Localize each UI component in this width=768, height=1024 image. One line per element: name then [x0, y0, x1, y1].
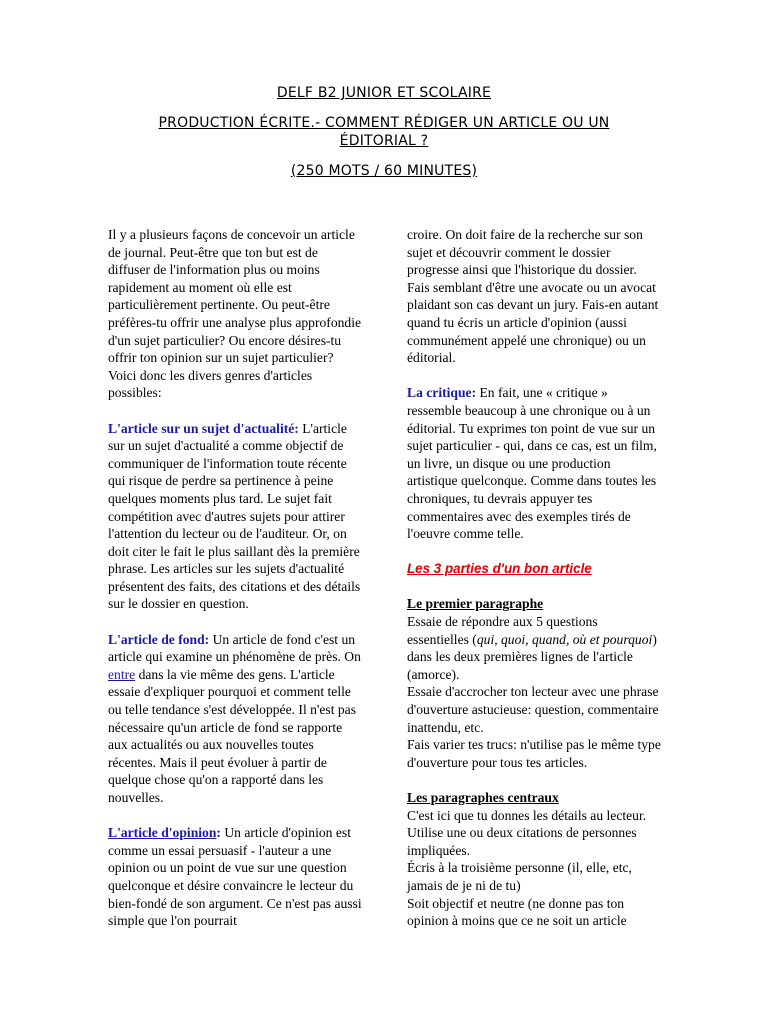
fond-paragraph — [108, 631, 363, 807]
fond-text-1: Un article de fond c'est un article qui examine un phénomène de près. On — [108, 631, 361, 665]
premier-item-2: Essaie d'accrocher ton lecteur avec une phrase d'ouverture astucieuse: question, commentaire inattendu, etc. — [407, 684, 659, 735]
document-subtitle-line-2: ÉDITORIAL ? — [339, 133, 429, 149]
opinion-heading-colon: : — [216, 825, 221, 841]
fond-heading: L'article de fond: — [108, 631, 210, 647]
premier-item-1c: ) dans les deux premières lignes de l'article (amorce). — [407, 631, 657, 682]
critique-heading: La critique: — [407, 385, 477, 401]
entre-link[interactable]: entre — [108, 666, 136, 682]
actualite-heading: L'article sur un sujet d'actualité: — [108, 420, 299, 436]
fond-text-2: dans la vie même des gens. L'article essaie d'expliquer pourquoi et comment telle ou telle tendance s'est développée. Il n'est pas nécessaire qu'un article de fond se rapporte aux actualités ou aux nouvelles toutes récentes. Mais il peut évoluer à partir de quelque chose qu'on a rapporté dans les nouvelles. — [108, 666, 356, 805]
actualite-paragraph — [108, 420, 363, 614]
parts-heading-text: Les 3 parties d'un bon article — [407, 561, 592, 577]
actualite-text: L'article sur un sujet d'actualité a comme objectif de communiquer de l'information toute récente qui risque de perdre sa pertinence à peine quelques moments plus tard. Le sujet fait compétition avec d'autres sujets pour attirer l'attention du lecteur ou de l'auditeur. Or, on doit citer le fait le plus saillant dès la première phrase. Les articles sur les sujets d'actualité présentent des faits, des citations et des détails sur le dossier en question. — [108, 420, 361, 612]
word-count-duration: (250 MOTS / 60 MINUTES) — [290, 163, 478, 179]
document-title: DELF B2 JUNIOR ET SCOLAIRE — [276, 85, 492, 101]
opinion-text: Un article d'opinion est comme un essai persuasif - l'auteur a une opinion ou un point de vue sur une question quelconque et désire convaincre le lecteur du bien-fondé de son argument. Ce n'est pas aussi simple que l'on pourrait — [108, 825, 362, 929]
centraux-item-3: Écris à la troisième personne (il, elle, etc, jamais de je ni de tu) — [407, 860, 632, 893]
centraux-item-1: C'est ici que tu donnes les détails au lecteur. — [407, 807, 647, 823]
intro-paragraph: Il y a plusieurs façons de concevoir un article de journal. Peut-être que ton but est de diffuser de l'information plus ou moins rapidement au moment où elle est particulièrement pertinente. Ou peut-être préfères-tu offrir une analyse plus approfondie d'un sujet particulier? Ou encore désires-tu offrir ton opinion sur un sujet particulier? Voici donc les divers genres d'articles possibles: — [108, 227, 362, 401]
premier-item-1a: Essaie de répondre aux 5 questions essentielles ( — [407, 614, 598, 647]
premier-heading: Le premier paragraphe — [407, 596, 544, 612]
opinion-paragraph — [108, 824, 363, 930]
left-column — [108, 226, 363, 947]
opinion-heading-link[interactable]: L'article d'opinion — [108, 825, 217, 841]
document-subtitle-line-1: PRODUCTION ÉCRITE.- COMMENT RÉDIGER UN ARTICLE OU UN — [158, 115, 610, 131]
centraux-item-2: Utilise une ou deux citations de personnes impliquées. — [407, 825, 637, 858]
premier-item-1 — [407, 613, 661, 683]
premier-item-3: Fais varier tes trucs: n'utilise pas le même type d'ouverture pour tous tes articles. — [407, 737, 661, 770]
right-column — [407, 226, 661, 930]
centraux-item-4: Soit objectif et neutre (ne donne pas ton opinion à moins que ce ne soit un article — [407, 895, 627, 929]
critique-text: En fait, une « critique » ressemble beaucoup à une chronique ou à un éditorial. Tu exprimes ton point de vue sur un sujet particulier - qui, dans ce cas, est un film, un livre, un disque ou une production artistique quelconque. Comme dans toutes les chroniques, tu devrais appuyer tes commentaires avec des exemples tirés de l'oeuvre comme telle. — [407, 385, 657, 542]
parts-heading — [407, 560, 661, 578]
centraux-heading: Les paragraphes centraux — [407, 790, 559, 805]
critique-paragraph — [407, 384, 661, 542]
premier-item-1b: qui, quoi, quand, où et pourquoi — [476, 631, 653, 647]
continuation-paragraph: croire. On doit faire de la recherche sur son sujet et découvrir comment le dossier progresse ainsi que l'historique du dossier. Fais semblant d'être une avocate ou un avocat plaidant son cas devant un jury. Fais-en autant quand tu écris un article d'opinion (aussi communément appelé une chronique) ou un éditorial. — [407, 227, 659, 366]
